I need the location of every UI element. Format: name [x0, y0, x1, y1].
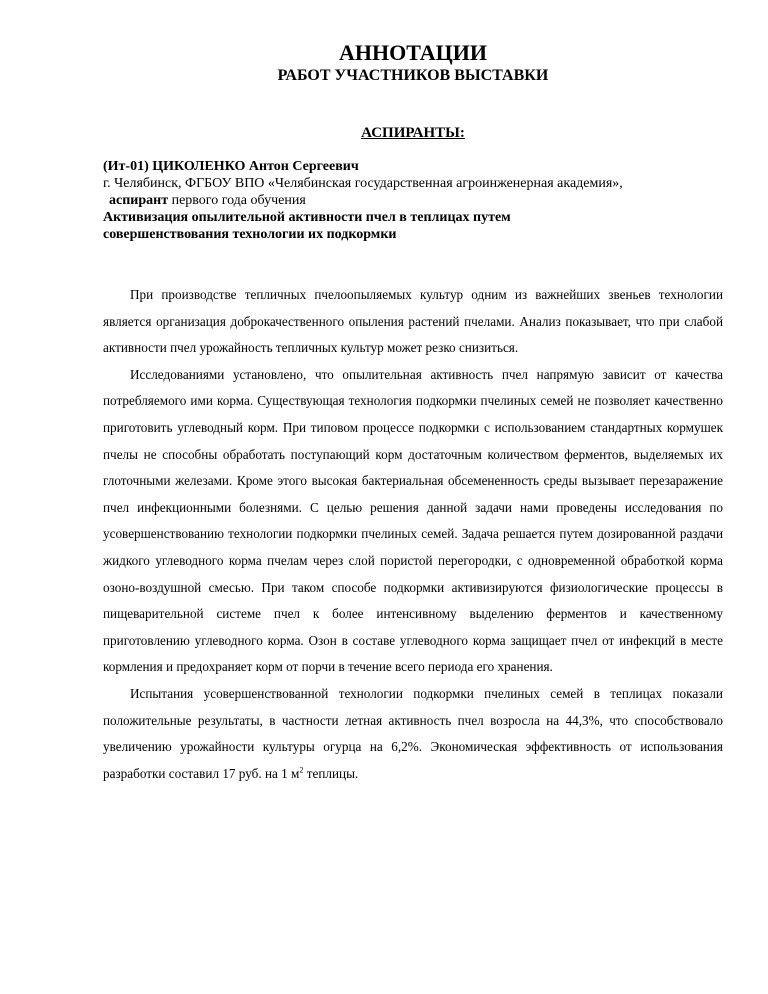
- work-title-line-1: Активизация опылительной активности пчел в теплицах путем: [103, 210, 511, 225]
- status-rest: первого года обучения: [171, 193, 306, 208]
- paragraph-2: Исследованиями установлено, что опылительная активность пчел напрямую зависит от качества потребляемого ими корма. Существующая технология подкормки пчелиных семей не позволяет качественно приготовить углеводный корм. При типовом процессе подкормки с использованием стандартных кормушек пчелы не способны обработать поступающий корм достаточным количеством ферментов, выделяемых их глоточными железами. Кроме этого высокая бактериальная обсемененность среды вызывает перезаражение пчел инфекционными болезнями. С целью решения данной задачи нами проведены исследования по усовершенствованию технологии подкормки пчелиных семей. Задача решается путем дозированной раздачи жидкого углеводного корма пчелам через слой пористой перегородки, с одновременной обработкой корма озоно-воздушной смесью. При таком способе подкормки активизируются физиологические процессы в пищеварительной системе пчел к более интенсивному выделению ферментов и качественному приготовлению углеводного корма. Озон в составе углеводного корма защищает пчел от инфекций в месте кормления и предохраняет корм от порчи в течение всего периода его хранения.: [103, 366, 723, 675]
- author-name: ЦИКОЛЕНКО Антон Сергеевич: [152, 159, 359, 174]
- status-line: [103, 192, 723, 209]
- author-line: [103, 158, 723, 175]
- paragraph-3-end: теплицы.: [303, 765, 359, 781]
- page-subtitle: РАБОТ УЧАСТНИКОВ ВЫСТАВКИ: [277, 67, 549, 84]
- work-title-line-2: совершенствования технологии их подкормки: [103, 227, 397, 242]
- superscript-2: 2: [299, 765, 304, 775]
- abstract-body: [103, 282, 723, 787]
- paragraph-3-main: Испытания усовершенствованной технологии подкормки пчелиных семей в теплицах показали положительные результаты, в частности летная активность пчел возросла на 44,3%, что способствовало увеличению урожайности культуры огурца на 6,2%. Экономическая эффективность от использования разработки составил 17 руб. на 1 м: [103, 685, 723, 781]
- paragraph-1: При производстве тепличных пчелоопыляемых культур одним из важнейших звеньев технологии является организация доброкачественного опыления растений пчелами. Анализ показывает, что при слабой активности пчел урожайность тепличных культур может резко снизиться.: [103, 287, 723, 356]
- affiliation-line: г. Челябинск, ФГБОУ ВПО «Челябинская государственная агроинженерная академия»,: [103, 176, 623, 191]
- paragraph-3: [103, 681, 723, 787]
- section-heading: АСПИРАНТЫ:: [361, 125, 465, 141]
- entry-code: (Ит-01): [103, 159, 149, 174]
- status-bold: аспирант: [109, 193, 169, 208]
- page-title: АННОТАЦИИ: [338, 40, 488, 65]
- document-page: [103, 40, 723, 787]
- author-block: [103, 158, 723, 243]
